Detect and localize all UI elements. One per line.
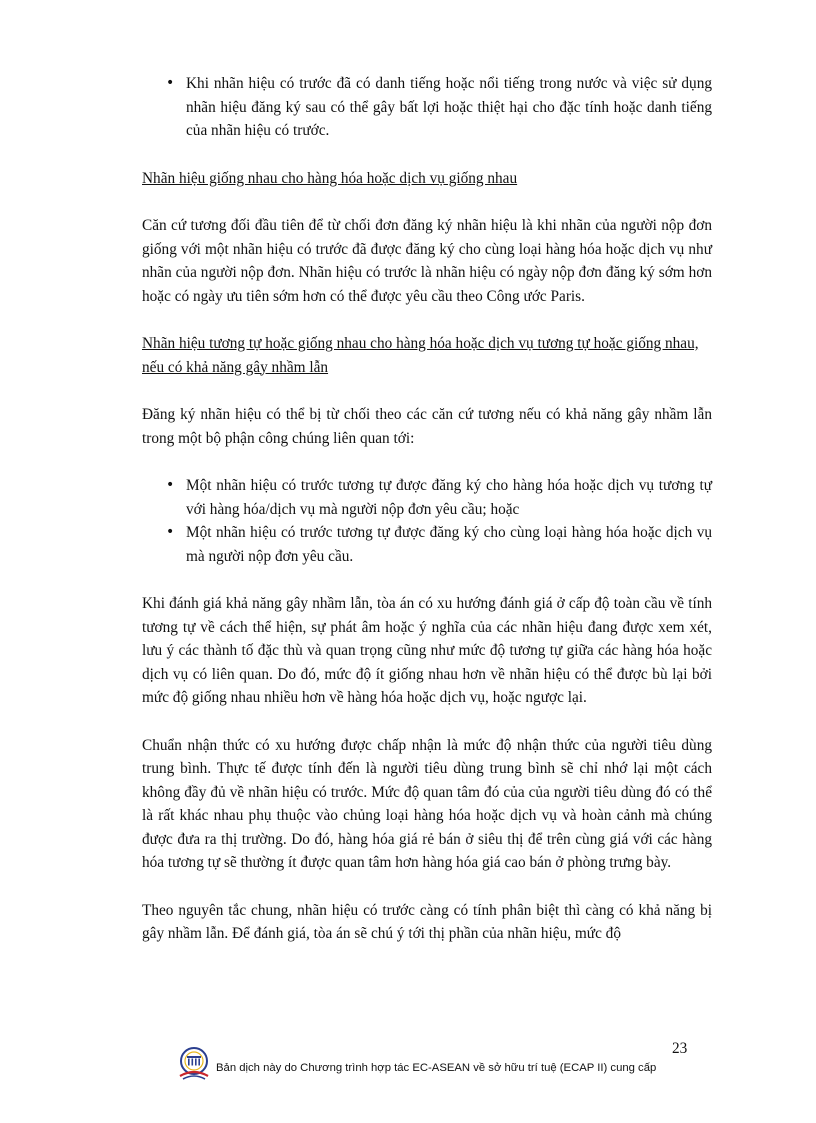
paragraph: Khi đánh giá khả năng gây nhầm lẫn, tòa án có xu hướng đánh giá ở cấp độ toàn cầu về tính tương tự về cách thể hiện, sự phát âm hoặc ý nghĩa của các nhãn hiệu đang được xem xét, lưu ý các thành tố đặc thù và quan trọng cũng như mức độ tương tự giữa các hàng hóa hoặc dịch vụ có liên quan. Do đó, mức độ ít giống nhau hơn về nhãn hiệu có thể được bù lại bởi mức độ giống nhau nhiều hơn về hàng hóa hoặc dịch vụ, hoặc ngược lại. [142, 595, 712, 706]
document-body [142, 72, 712, 946]
paragraph: Chuẩn nhận thức có xu hướng được chấp nhận là mức độ nhận thức của người tiêu dùng trung bình. Thực tế được tính đến là người tiêu dùng trung bình sẽ chỉ nhớ lại một cách không đầy đủ về nhãn hiệu có trước. Mức độ quan tâm đó của của người tiêu dùng đó có thể là rất khác nhau phụ thuộc vào chủng loại hàng hóa hoặc dịch vụ và hoàn cảnh mà chúng được đưa ra thị trường. Do đó, hàng hóa giá rẻ bán ở siêu thị để trên cùng giá với các hàng hóa tương tự sẽ thường ít được quan tâm hơn hàng hóa giá cao bán ở phòng trưng bày. [142, 736, 712, 871]
bullet-list-intro [142, 72, 712, 143]
list-item: • Một nhãn hiệu có trước tương tự được đăng ký cho hàng hóa hoặc dịch vụ tương tự với hàng hóa/dịch vụ mà người nộp đơn yêu cầu; hoặc [142, 474, 712, 521]
list-item: • Một nhãn hiệu có trước tương tự được đăng ký cho cùng loại hàng hóa hoặc dịch vụ mà người nộp đơn yêu cầu. [142, 521, 712, 568]
page-number: 23 [672, 1040, 688, 1057]
ecap-logo-icon [176, 1046, 212, 1082]
bullet-list [142, 474, 712, 568]
footer-credit: Bản dịch này do Chương trình hợp tác EC-ASEAN về sở hữu trí tuệ (ECAP II) cung cấp [216, 1062, 657, 1074]
page-footer [176, 1046, 696, 1086]
section-heading: Nhãn hiệu giống nhau cho hàng hóa hoặc dịch vụ giống nhau [142, 169, 518, 187]
paragraph: Theo nguyên tắc chung, nhãn hiệu có trước càng có tính phân biệt thì càng có khả năng bị gây nhầm lẫn. Để đánh giá, tòa án sẽ chú ý tới thị phần của nhãn hiệu, mức độ [142, 901, 712, 942]
paragraph: Đăng ký nhãn hiệu có thể bị từ chối theo các căn cứ tương nếu có khả năng gây nhầm lẫn trong một bộ phận công chúng liên quan tới: [142, 406, 712, 447]
list-item: • Khi nhãn hiệu có trước đã có danh tiếng hoặc nổi tiếng trong nước và việc sử dụng nhãn hiệu đăng ký sau có thể gây bất lợi hoặc thiệt hại cho đặc tính hoặc danh tiếng của nhãn hiệu có trước. [142, 72, 712, 143]
paragraph: Căn cứ tương đối đầu tiên để từ chối đơn đăng ký nhãn hiệu là khi nhãn của người nộp đơn giống với một nhãn hiệu có trước đã được đăng ký cho cùng loại hàng hóa hoặc dịch vụ như nhãn của người nộp đơn. Nhãn hiệu có trước là nhãn hiệu có ngày nộp đơn đăng ký sớm hơn hoặc có ngày ưu tiên sớm hơn có thể được yêu cầu theo Công ước Paris. [142, 217, 712, 305]
section-heading: Nhãn hiệu tương tự hoặc giống nhau cho hàng hóa hoặc dịch vụ tương tự hoặc giống nhau, nếu có khả năng gây nhầm lẫn [142, 335, 699, 376]
